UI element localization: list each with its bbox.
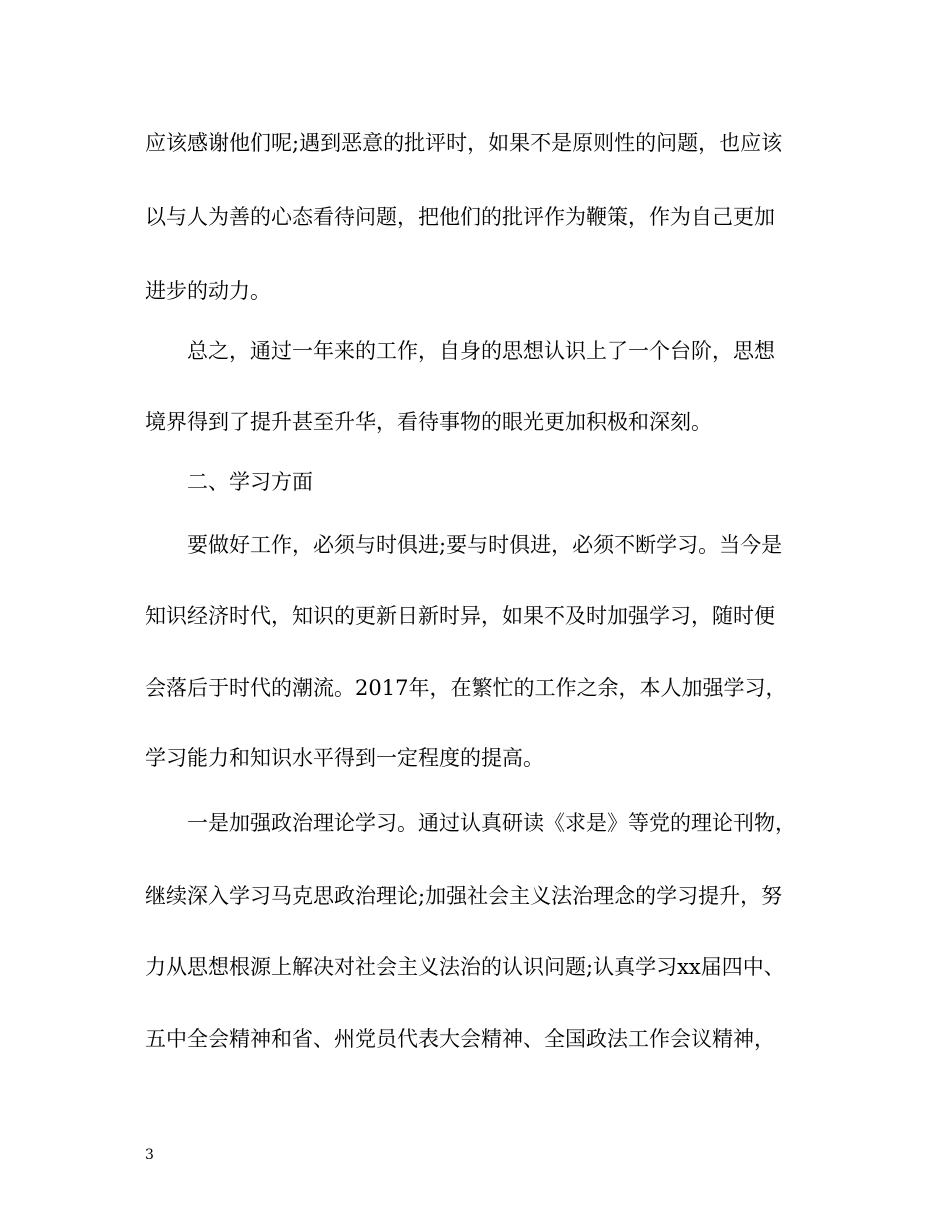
body-text-line: 知识经济时代，知识的更新日新时异，如果不及时加强学习，随时便 <box>145 604 775 628</box>
body-text-line: 会落后于时代的潮流。2017年，在繁忙的工作之余，本人加强学习， <box>145 676 787 700</box>
body-text-line: 以与人为善的心态看待问题，把他们的批评作为鞭策，作为自己更加 <box>145 205 775 229</box>
body-text-line: 继续深入学习马克思政治理论;加强社会主义法治理念的学习提升，努 <box>145 884 783 908</box>
body-text-line: 应该感谢他们呢;遇到恶意的批评时，如果不是原则性的问题，也应该 <box>145 131 783 155</box>
body-text-line: 学习能力和知识水平得到一定程度的提高。 <box>145 746 544 770</box>
body-text-line: 进步的动力。 <box>145 279 271 303</box>
body-text-line: 五中全会精神和省、州党员代表大会精神、全国政法工作会议精神， <box>145 1027 775 1051</box>
body-text-line: 力从思想根源上解决对社会主义法治的认识问题;认真学习xx届四中、 <box>145 955 785 979</box>
page-number: 3 <box>145 1147 154 1163</box>
section-heading: 二、学习方面 <box>187 470 313 494</box>
paragraph-start-line: 要做好工作，必须与时俱进;要与时俱进，必须不断学习。当今是 <box>187 533 783 557</box>
body-text-line: 境界得到了提升甚至升华，看待事物的眼光更加积极和深刻。 <box>145 410 712 434</box>
paragraph-start-line: 总之，通过一年来的工作，自身的思想认识上了一个台阶，思想 <box>187 339 775 363</box>
paragraph-start-line: 一是加强政治理论学习。通过认真研读《求是》等党的理论刊物， <box>187 811 796 835</box>
